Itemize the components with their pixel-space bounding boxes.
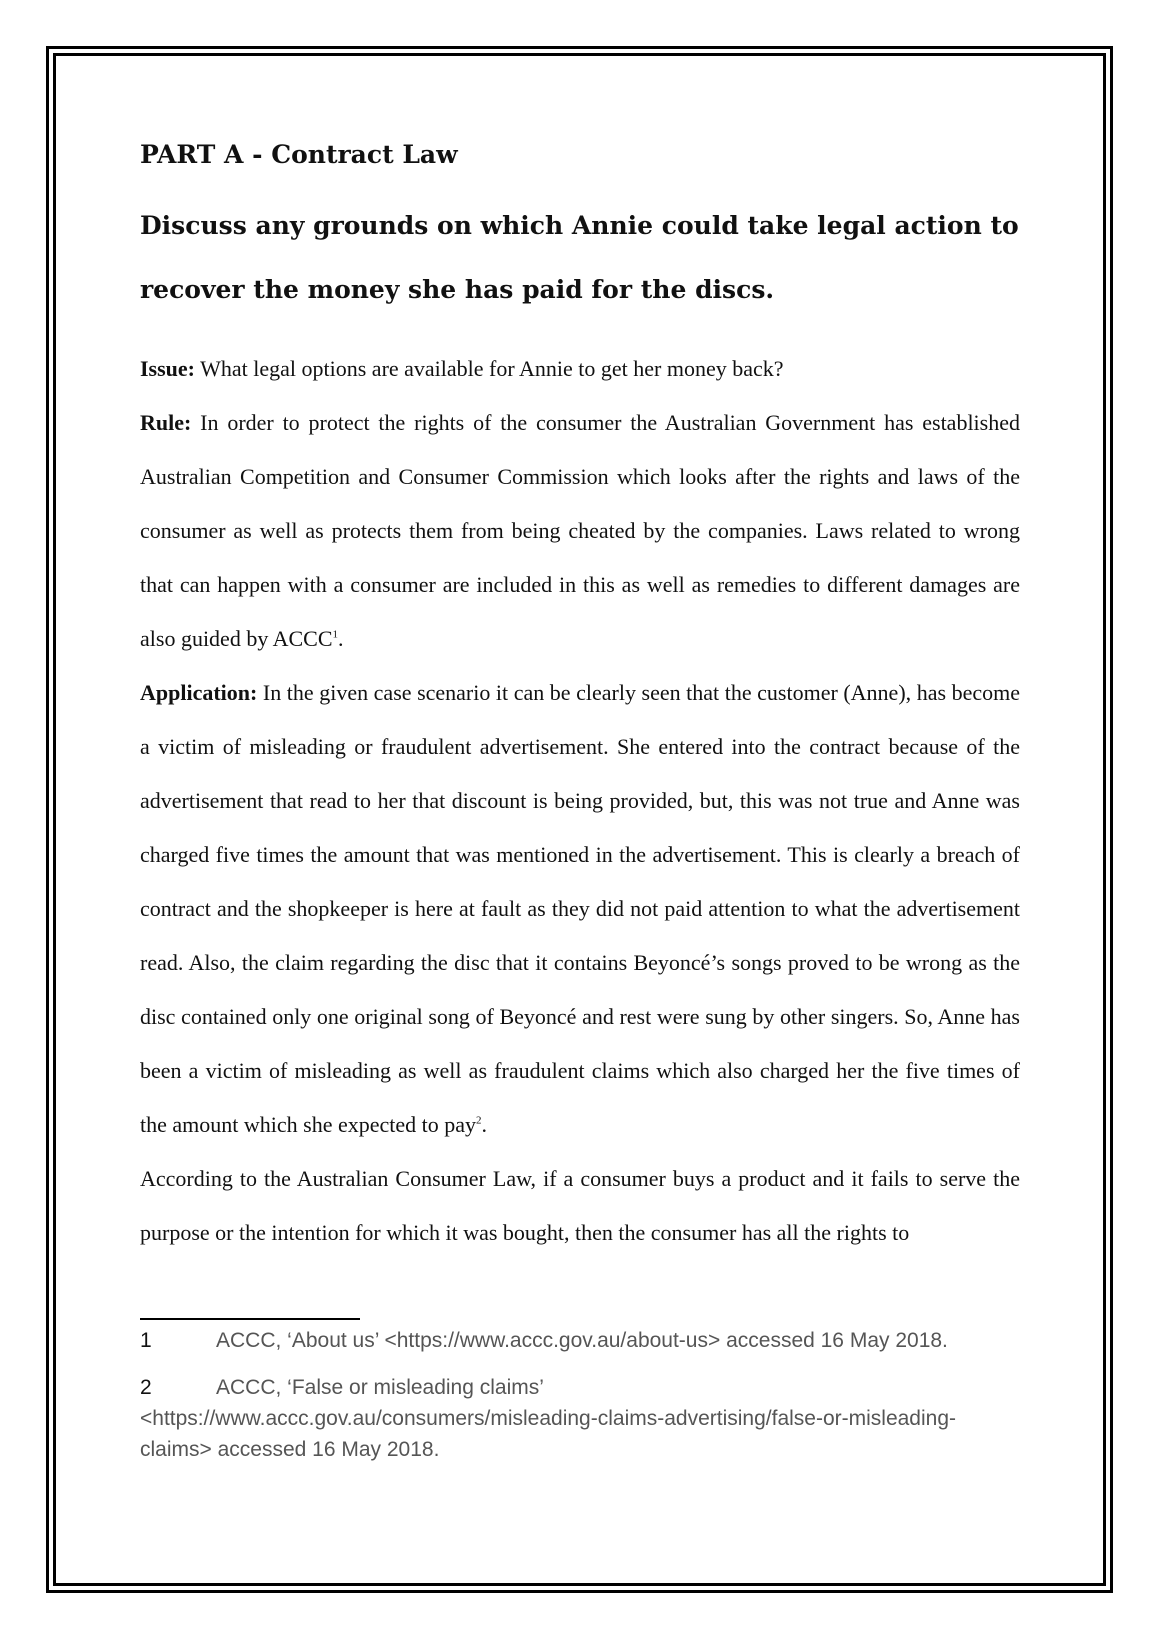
footnote-ref-2[interactable]: 2 [476,1114,482,1127]
application-paragraph [140,666,1020,1152]
footnote-separator [140,1318,360,1320]
application-text: In the given case scenario it can be clearly seen that the customer (Anne), has become a victim of misleading or fraudulent advertisement. She entered into the contract because of the advertisement that read to her that discount is being provided, but, this was not true and Anne was charged five times the amount that was mentioned in the advertisement. This is clearly a breach of contract and the shopkeeper is here at fault as they did not paid attention to what the advertisement read. Also, the claim regarding the disc that it contains Beyoncé’s songs proved to be wrong as the disc contained only one original song of Beyoncé and rest were sung by other singers. So, Anne has been a victim of misleading as well as fraudulent claims which also charged her the five times of the amount which she expected to pay [140,680,1020,1137]
footnote-ref-1[interactable]: 1 [332,628,339,641]
footnote-number: 1 [140,1329,152,1352]
rule-paragraph [140,396,1020,666]
document-body [140,120,1020,1260]
footnote-text: ACCC, ‘False or misleading claims’ <https://www.accc.gov.au/consumers/misleading-claims-advertising/false-or-misleading-claims> accessed 16 May 2018. [140,1376,957,1461]
footnotes [140,1325,1000,1481]
issue-label: Issue: [140,356,196,381]
consumer-law-paragraph: According to the Australian Consumer Law, if a consumer buys a product and it fails to serve the purpose or the intention for which it was bought, then the consumer has all the rights to [140,1166,1020,1245]
rule-text: In order to protect the rights of the consumer the Australian Government has established Australian Competition and Consumer Commission which looks after the rights and laws of the consumer as well as protects them from being cheated by the companies. Laws related to wrong that can happen with a consumer are included in this as well as remedies to different damages are also guided by ACCC [140,410,1020,651]
footnote-2 [140,1372,1000,1465]
part-heading: PART A - Contract Law [140,140,458,169]
question-heading: Discuss any grounds on which Annie could take legal action to recover the money she has paid for the discs. [140,211,1019,304]
footnote-text: ACCC, ‘About us’ <https://www.accc.gov.au/about-us> accessed 16 May 2018. [216,1329,948,1352]
issue-text: What legal options are available for Annie to get her money back? [195,356,784,381]
application-end: . [481,1112,488,1137]
footnote-1 [140,1325,1000,1356]
rule-end: . [338,626,344,651]
application-label: Application: [140,680,258,705]
issue-paragraph [140,342,1020,396]
rule-label: Rule: [140,410,192,435]
footnote-number: 2 [140,1376,152,1399]
